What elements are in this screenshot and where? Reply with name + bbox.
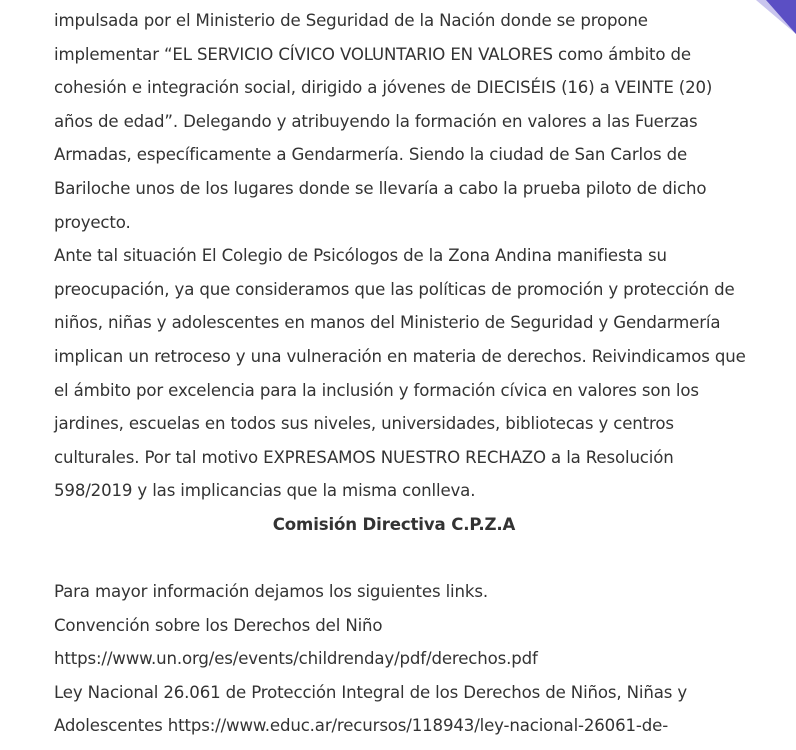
spacer — [54, 542, 734, 576]
paragraph-position-statement — [54, 239, 746, 508]
link-convention-url[interactable]: https://www.un.org/es/events/childrenday/pdf/derechos.pdf — [54, 649, 538, 669]
text-line: cohesión e integración social, dirigido a jóvenes de DIECISÉIS (16) a VEINTE (20) — [54, 78, 713, 98]
text-line: impulsada por el Ministerio de Seguridad de la Nación donde se propone — [54, 11, 648, 30]
text-line: proyecto. — [54, 212, 131, 232]
link-title-law-continued: Adolescentes — [54, 716, 168, 736]
paragraph-resolution — [54, 4, 734, 239]
text-line: implementar “EL SERVICIO CÍVICO VOLUNTARIO EN VALORES como ámbito de — [54, 44, 691, 64]
text-line: culturales. Por tal motivo EXPRESAMOS NUESTRO RECHAZO a la Resolución — [54, 447, 674, 467]
link-title-law: Ley Nacional 26.061 de Protección Integral de los Derechos de Niños, Niñas y — [54, 682, 688, 702]
link-title-convention: Convención sobre los Derechos del Niño — [54, 615, 383, 635]
text-line: Ante tal situación El Colegio de Psicólogos de la Zona Andina manifiesta su — [54, 246, 667, 266]
text-line: años de edad”. Delegando y atribuyendo la formación en valores a las Fuerzas — [54, 111, 698, 131]
text-line: niños, niñas y adolescentes en manos del Ministerio de Seguridad y Gendarmería — [54, 313, 721, 333]
text-line: 598/2019 y las implicancias que la misma conlleva. — [54, 481, 476, 501]
corner-decoration-icon — [736, 0, 796, 40]
text-line: preocupación, ya que consideramos que las políticas de promoción y protección de — [54, 279, 735, 299]
text-line: Bariloche unos de los lugares donde se llevaría a cabo la prueba piloto de dicho — [54, 178, 707, 198]
link-law-line — [54, 709, 734, 743]
text-line: jardines, escuelas en todos sus niveles, universidades, bibliotecas y centros — [54, 414, 674, 434]
text-line: Armadas, específicamente a Gendarmería. Siendo la ciudad de San Carlos de — [54, 145, 688, 165]
links-intro: Para mayor información dejamos los siguientes links. — [54, 582, 488, 602]
signature: Comisión Directiva C.P.Z.A — [272, 514, 516, 534]
document-body — [54, 4, 746, 743]
text-line: implican un retroceso y una vulneración en materia de derechos. Reivindicamos que — [54, 346, 746, 366]
link-law-url[interactable]: https://www.educ.ar/recursos/118943/ley-nacional-26061-de- — [167, 716, 669, 736]
text-line: el ámbito por excelencia para la inclusión y formación cívica en valores son los — [54, 380, 699, 400]
